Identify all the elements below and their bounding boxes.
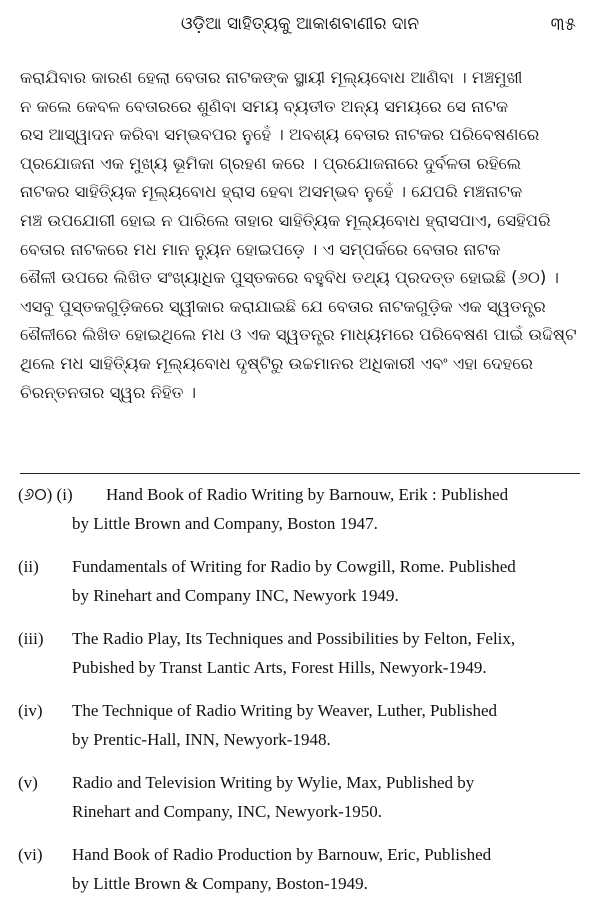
footnote-line: Rinehart and Company, INC, Newyork-1950. <box>72 802 383 821</box>
footnote-line: The Technique of Radio Writing by Weaver, Luther, Published <box>72 701 498 720</box>
footnote-line: The Radio Play, Its Techniques and Possibilities by Felton, Felix, <box>72 629 516 648</box>
footnote-line: Radio and Television Writing by Wylie, Max, Published by <box>72 773 475 792</box>
body-line: ଚିରନ୍ତନତାର ସ୍ୱର ନିହିତ । <box>20 382 196 402</box>
footnote-marker: (vi) <box>18 845 43 864</box>
footnote-line: Hand Book of Radio Writing by Barnouw, Erik : Published <box>106 485 509 504</box>
footnote-line: by Rinehart and Company INC, Newyork 1949. <box>72 586 399 605</box>
footnote-item <box>12 768 590 826</box>
footnote-item <box>12 552 590 610</box>
body-line: ନାଟକର ସାହିତ୍ୟିକ ମୂଲ୍ୟବୋଧ ହ୍ରାସ ହେବା ଅସମ୍ଭବ ନୁହେଁ । ଯେପରି ମଞ୍ଚନାଟକ <box>20 182 523 202</box>
footnote-marker: (ii) <box>18 557 39 576</box>
footnote-marker: (v) <box>18 773 38 792</box>
running-title: ଓଡ଼ିଆ ସାହିତ୍ୟକୁ ଆକାଶବାଣୀର ଦାନ <box>180 14 420 34</box>
footnote-line: Pubished by Transt Lantic Arts, Forest Hills, Newyork-1949. <box>72 658 487 677</box>
body-line: ମଞ୍ଚ ଉପଯୋଗୀ ହୋଇ ନ ପାରିଲେ ତାହାର ସାହିତ୍ୟିକ ମୂଲ୍ୟବୋଧ ହ୍ରାସପାଏ, ସେହିପରି <box>20 210 551 230</box>
body-line: ଥିଲେ ମଧ ସାହିତ୍ୟିକ ମୂଲ୍ୟବୋଧ ଦୃଷ୍ଟିରୁ ଉଚ୍ଚମାନର ଅଧିକାରୀ ଏବଂ ଏହା ଦେହରେ <box>20 353 534 373</box>
footnote-line: by Little Brown and Company, Boston 1947. <box>72 514 378 533</box>
footnote-item <box>12 696 590 754</box>
body-line: ପ୍ରଯୋଜନା ଏକ ମୁଖ୍ୟ ଭୂମିକା ଗ୍ରହଣ କରେ । ପ୍ରଯୋଜନାରେ ଦୁର୍ବଳତା ରହିଲେ <box>20 153 522 173</box>
footnote-line: Fundamentals of Writing for Radio by Cowgill, Rome. Published <box>72 557 516 576</box>
footnote-line: Hand Book of Radio Production by Barnouw, Eric, Published <box>72 845 492 864</box>
footnotes <box>12 480 590 912</box>
body-line: ନ କଲେ କେବଳ ବେତାରରେ ଶୁଣିବା ସମୟ ବ୍ୟତୀତ ଅନ୍ୟ ସମୟରେ ସେ ନାଟକ <box>20 96 509 116</box>
footnote-line: by Prentic-Hall, INN, Newyork-1948. <box>72 730 331 749</box>
body-line: ଶୈଳୀରେ ଲିଖିତ ହୋଇଥିଲେ ମଧ ଓ ଏକ ସ୍ୱତନ୍ତ୍ର ମାଧ୍ୟମରେ ପରିବେଷଣ ପାଇଁ ଉଦ୍ଦିଷ୍ଟ <box>20 325 577 345</box>
footnote-divider <box>20 473 580 474</box>
body-line: ବେତାର ନାଟକରେ ମଧ ମାନ ନ୍ୟୁନ ହୋଇପଡ଼େ । ଏ ସମ୍ପର୍କରେ ବେତାର ନାଟକ <box>20 239 501 259</box>
body-line: ରସ ଆସ୍ୱାଦନ କରିବା ସମ୍ଭବପର ନୁହେଁ । ଅବଶ୍ୟ ବେତାର ନାଟକର ପରିବେଷଣରେ <box>20 125 540 145</box>
footnote-item <box>12 840 590 898</box>
footnote-marker: (୬୦) (i) <box>18 485 73 504</box>
footnote-item <box>12 480 590 538</box>
footnote-marker: (iv) <box>18 701 43 720</box>
footnote-item <box>12 624 590 682</box>
body-line: ଶୈଳୀ ଉପରେ ଲିଖିତ ସଂଖ୍ୟାଧିକ ପୁସ୍ତକରେ ବହୁବିଧ ତଥ୍ୟ ପ୍ରଦତ୍ତ ହୋଇଛି (୬୦) । <box>20 268 559 288</box>
body-line: କରାଯିବାର କାରଣ ହେଲା ବେତାର ନାଟକଙ୍କ ସ୍ଥାୟୀ ମୂଲ୍ୟବୋଧ ଆଣିବା । ମଞ୍ଚମୁଖୀ <box>20 68 523 87</box>
page-number: ୩୫ <box>550 14 576 35</box>
footnote-marker: (iii) <box>18 629 44 648</box>
running-header <box>0 14 600 40</box>
body-paragraph <box>20 64 580 407</box>
body-line: ଏସବୁ ପୁସ୍ତକଗୁଡ଼ିକରେ ସ୍ୱୀକାର କରାଯାଇଛି ଯେ ବେତାର ନାଟକଗୁଡ଼ିକ ଏକ ସ୍ୱତନ୍ତ୍ର <box>20 296 546 316</box>
footnote-line: by Little Brown & Company, Boston-1949. <box>72 874 368 893</box>
